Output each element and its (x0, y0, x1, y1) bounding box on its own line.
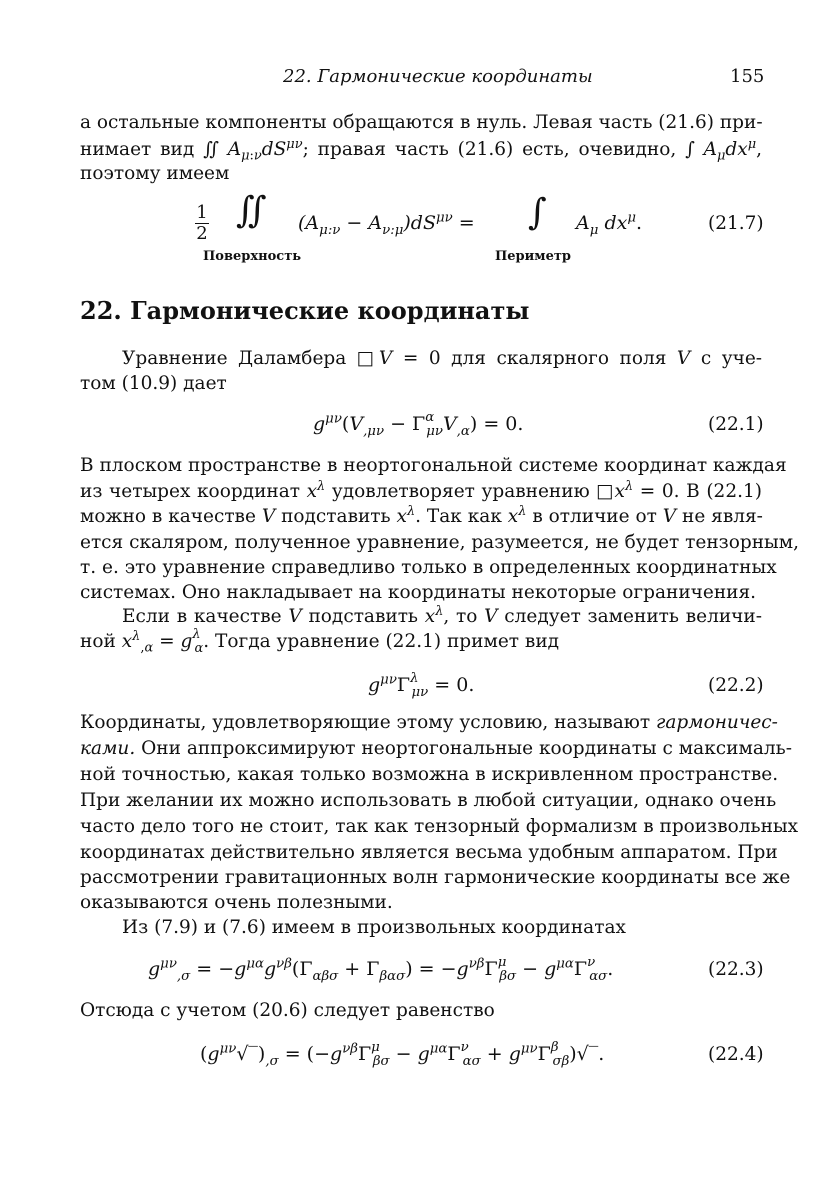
equation-22-3: $g^{\mu\nu}_{,\sigma} = -g^{\mu\alpha}g^{\nu\beta}(\Gamma_{\alpha\beta\sigma} + \Gamma_{\beta\alpha\sigma}) = -g^{\nu\beta}\Gamma^\mu_{\beta\sigma} - g^{\mu\alpha}\Gamma^\nu_{\alpha\sigma}$. (148, 954, 614, 984)
paragraph-line: часто дело того не стоит, так как тензорный формализм в произвольных (80, 816, 799, 837)
lower-limit-perimeter: Периметр (495, 249, 571, 264)
equation-22-1: $g^{\mu\nu}(V_{,\mu\nu} - \Gamma^\alpha_{\mu\nu}V_{,\alpha}) = 0$. (313, 409, 524, 439)
equation-22-4: $(g^{\mu\nu}√‾)_{,\sigma} = (-g^{\nu\beta}\Gamma^\mu_{\beta\sigma} - g^{\mu\alpha}\Gamma^\nu_{\alpha\sigma}$ + $g^{\mu\nu}\Gamma^\beta_{\sigma\beta})√‾$. (200, 1039, 605, 1069)
paragraph-line: Если в качестве V подставить $x^\lambda$, то V следует заменить величи- (122, 603, 762, 627)
lower-limit-surface: Поверхность (203, 249, 302, 264)
paragraph-line: Из (7.9) и (7.6) имеем в произвольных координатах (122, 917, 626, 938)
running-header: 22. Гармонические координаты (283, 66, 593, 87)
paragraph-line: Отсюда с учетом (20.6) следует равенство (80, 1000, 495, 1021)
equation-21-7-lhs: $(A_{\mu:\nu} - A_{\nu:\mu})dS^{\mu\nu}$ = (298, 210, 475, 238)
paragraph-line: ками. Они аппроксимируют неортогональные координаты с максималь- (80, 738, 792, 759)
paragraph-line: т. е. это уравнение справедливо только в определенных координатных (80, 557, 777, 578)
paragraph-line: В плоском пространстве в неортогональной системе координат каждая (80, 455, 787, 476)
paragraph-line: можно в качестве V подставить $x^\lambda$. Так как $x^\lambda$ в отличие от V не явля- (80, 503, 763, 527)
paragraph-line: Уравнение Даламбера □V = 0 для скалярного поля V с уче- (122, 348, 763, 369)
paragraph-line: координатах действительно является весьма удобным аппаратом. При (80, 842, 778, 863)
equation-number: (22.3) (708, 959, 764, 980)
paragraph-line: ется скаляром, полученное уравнение, разумеется, не будет тензорным, (80, 532, 800, 553)
equation-number: (21.7) (708, 213, 764, 234)
paragraph-line: том (10.9) дает (80, 373, 227, 394)
paragraph-line: из четырех координат $x^\lambda$ удовлетворяет уравнению $□x^\lambda = 0$. В (22.1) (80, 478, 762, 502)
equation-number: (22.1) (708, 414, 764, 435)
equation-number: (22.4) (708, 1044, 764, 1065)
inline-formula: ∫ $A_\mu dx^\mu$, (685, 136, 762, 164)
paragraph-line: ной точностью, какая только возможна в искривленном пространстве. (80, 764, 779, 785)
double-integral-symbol: ∬ (236, 190, 267, 231)
paragraph-line: Координаты, удовлетворяющие этому условию, называют гармоничес- (80, 712, 778, 733)
paragraph-line: системах. Оно накладывает на координаты некоторые ограничения. (80, 582, 757, 603)
paragraph-line: а остальные компоненты обращаются в нуль. Левая часть (21.6) при- (80, 112, 763, 133)
equation-21-7-rhs: $A_\mu$ $dx^\mu$. (576, 210, 643, 238)
section-heading: 22. Гармонические координаты (80, 296, 530, 325)
integral-symbol: ∫ (528, 192, 547, 233)
paragraph-line: поэтому имеем (80, 163, 230, 184)
equation-22-2: $g^{\mu\nu}\Gamma^\lambda_{\mu\nu} = 0$. (368, 670, 475, 700)
paragraph-line: ной $x^\lambda_{,\alpha} = g^\lambda_\alpha$. Тогда уравнение (22.1) примет вид (80, 626, 560, 656)
paragraph-line: нимает вид ∬ $A_{\mu:\nu}dS^{\mu\nu}$; правая часть (21.6) есть, очевидно, ∫ $A_\mu dx^\mu$, (80, 136, 762, 164)
paragraph-line: оказываются очень полезными. (80, 892, 393, 913)
inline-formula: ∬ $A_{\mu:\nu}dS^{\mu\nu}$ (203, 136, 303, 164)
paragraph-line: При желании их можно использовать в любой ситуации, однако очень (80, 790, 777, 811)
equation-21-7-fraction: 1 2 (196, 202, 208, 244)
equation-number: (22.2) (708, 675, 764, 696)
page-number: 155 (730, 66, 765, 87)
paragraph-line: рассмотрении гравитационных волн гармонические координаты все же (80, 867, 791, 888)
